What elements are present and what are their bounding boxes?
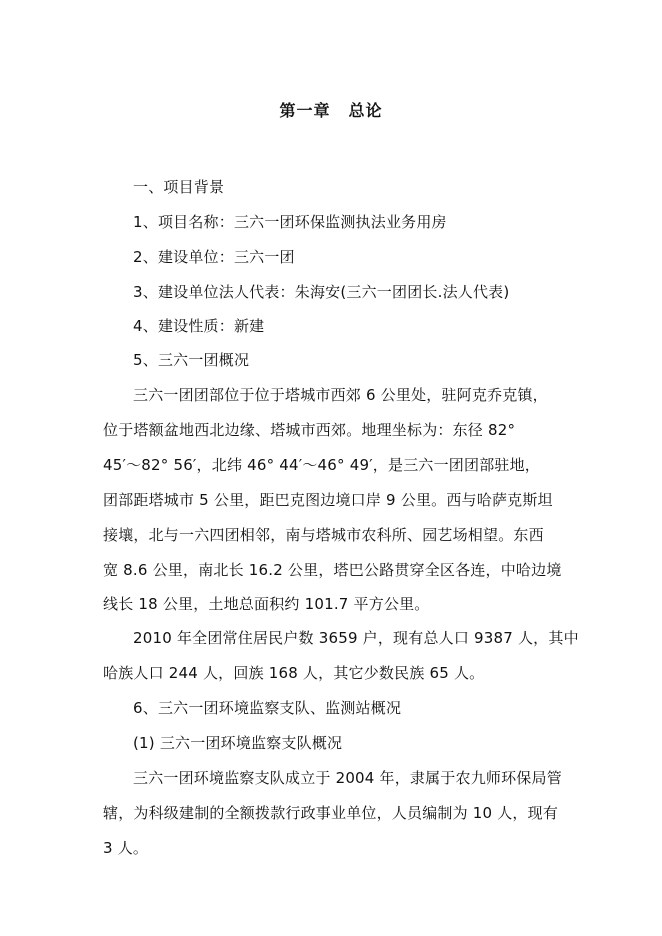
item-project-name: 1、项目名称：三六一团环保监测执法业务用房 — [133, 213, 447, 231]
paragraph-line: 团部距塔城市 5 公里，距巴克图边境口岸 9 公里。西与哈萨克斯坦 — [103, 491, 553, 509]
section-heading-project-background: 一、项目背景 — [133, 178, 225, 196]
paragraph-line: 位于塔额盆地西北边缘、塔城市西郊。地理坐标为：东径 82° — [103, 421, 516, 439]
paragraph-line: 三六一团环境监察支队成立于 2004 年，隶属于农九师环保局管 — [133, 769, 562, 787]
item-regiment-overview-heading: 5、三六一团概况 — [133, 351, 250, 369]
paragraph-line: 接壤，北与一六四团相邻，南与塔城市农科所、园艺场相望。东西 — [103, 526, 544, 544]
paragraph-line: 哈族人口 244 人，回族 168 人，其它少数民族 65 人。 — [103, 664, 485, 682]
chapter-title: 总论 — [348, 101, 383, 120]
paragraph-line: 2010 年全团常住居民户数 3659 户，现有总人口 9387 人，其中 — [133, 629, 579, 647]
chapter-label: 第一章 — [279, 101, 331, 120]
item-environmental-overview-heading: 6、三六一团环境监察支队、监测站概况 — [133, 699, 402, 717]
chapter-heading — [0, 100, 662, 122]
paragraph-line: 45′～82° 56′，北纬 46° 44′～46° 49′，是三六一团团部驻地， — [103, 456, 541, 474]
item-construction-nature: 4、建设性质：新建 — [133, 317, 265, 335]
item-construction-unit: 2、建设单位：三六一团 — [133, 248, 295, 266]
item-legal-representative: 3、建设单位法人代表：朱海安(三六一团团长.法人代表) — [133, 283, 510, 301]
paragraph-line: 辖，为科级建制的全额拨款行政事业单位，人员编制为 10 人，现有 — [103, 804, 559, 822]
paragraph-line: 三六一团团部位于位于塔城市西郊 6 公里处，驻阿克乔克镇， — [133, 386, 548, 404]
subitem-supervision-detachment-heading: (1) 三六一团环境监察支队概况 — [133, 734, 343, 752]
paragraph-line: 线长 18 公里，土地总面积约 101.7 平方公里。 — [103, 595, 430, 613]
paragraph-line: 3 人。 — [103, 839, 149, 857]
paragraph-line: 宽 8.6 公里，南北长 16.2 公里，塔巴公路贯穿全区各连，中哈边境 — [103, 561, 562, 579]
